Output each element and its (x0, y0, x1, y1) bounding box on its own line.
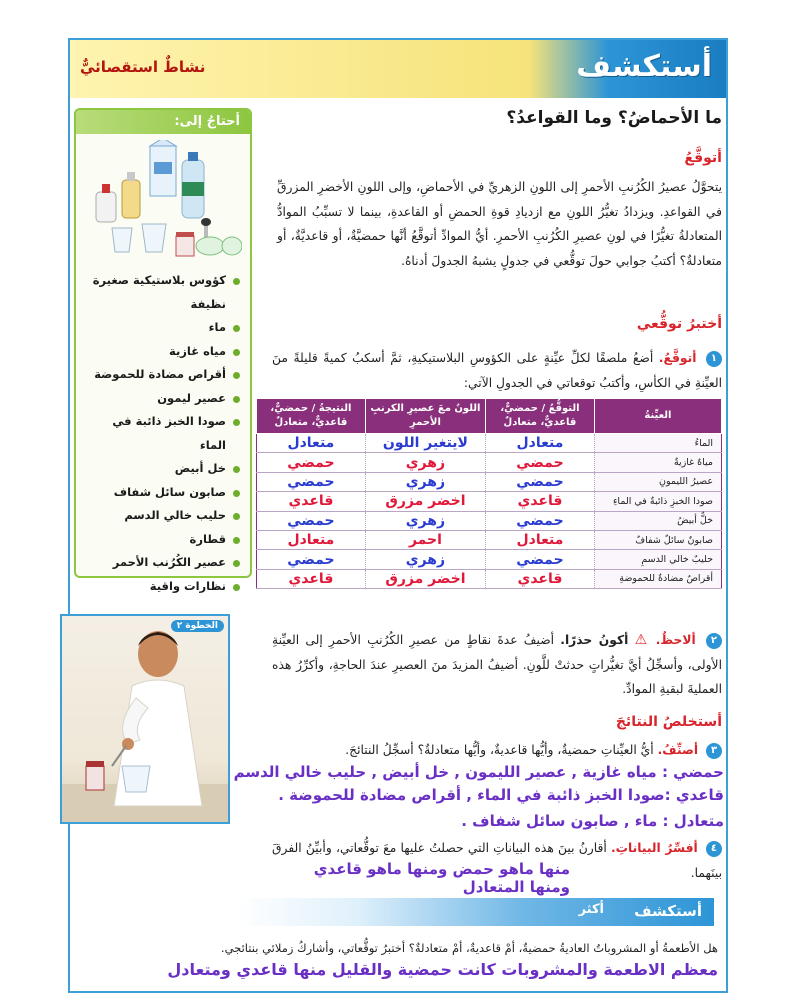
answer-base: قاعدي :صودا الخبز ذائبة في الماء , أقراص مضادة للحموضة . (278, 786, 724, 804)
cell-prediction: قاعدي (486, 569, 595, 588)
step-number-1: ١ (706, 351, 722, 367)
cell-sample: عصيرُ الليمونِ (594, 472, 721, 491)
predict-paragraph: يتحوَّلُ عصيرُ الكُرُنبِ الأحمرِ إلى اللونِ الزهريِّ في الأحماضِ، وإلى اللونِ الأخضرِ المزرقِّ في القواعدِ. ويزدادُ تغيُّرُ اللونِ مع ازديادِ قوةِ الحمضِ أو القاعدةِ، بينما لا تسبِّبُ الموادُّ المتعادلةُ تغيُّرًا في لونِ عصيرِ الكُرُنبِ الأحمرِ. أيُّ الموادِّ أتوقَّعُ أنَّها حمضيَّةٌ، أو قاعديَّةٌ، أو متعادلةٌ؟ أكتبُ جوابي حولَ توقُّعي في جدولٍ يشبهُ الجدولَ أدناهُ. (277, 180, 722, 268)
cell-result: متعادل (257, 434, 366, 453)
cell-sample: صودا الخبزِ ذائبةٌ في الماءِ (594, 492, 721, 511)
activity-tag: نشاطٌ استقصائيٌّ (80, 58, 206, 76)
table-header-sample: العيِّنةُ (594, 399, 721, 434)
supply-item: حليب خالي الدسم (84, 504, 240, 528)
cell-color: زهري (365, 472, 485, 491)
cell-prediction: حمضي (486, 550, 595, 569)
cell-color: اخضر مزرق (365, 492, 485, 511)
cell-result: حمضي (257, 453, 366, 472)
supply-item: صابون سائل شفاف (84, 481, 240, 505)
answer-neutral: متعادل : ماء , صابون سائل شفاف . (461, 812, 724, 830)
cell-sample: مياهٌ غازيةٌ (594, 453, 721, 472)
cell-prediction: متعادل (486, 434, 595, 453)
cell-color: لايتغير اللون (365, 434, 485, 453)
table-row (257, 453, 722, 472)
step2-label: ألاحظُ. (655, 633, 696, 647)
cell-result: قاعدي (257, 569, 366, 588)
table-header-color: اللونُ معَ عصيرِ الكرنبِ الأحمرِ (365, 399, 485, 434)
cell-result: حمضي (257, 511, 366, 530)
supply-item: ماء (84, 316, 240, 340)
cell-color: اخضر مزرق (365, 569, 485, 588)
lesson-banner (70, 40, 726, 98)
step-number-4: ٤ (706, 841, 722, 857)
student-photo (60, 614, 230, 824)
explore-more-question: هل الأطعمةُ أو المشروباتُ العاديةُ حمضيةٌ، أمْ قاعديةٌ، أمْ متعادلةٌ؟ أختبرُ توقُّعاتي، وأشاركُ زملائي بنتائجي. (220, 941, 718, 955)
step-number-3: ٣ (706, 743, 722, 759)
cell-result: قاعدي (257, 492, 366, 511)
cell-color: زهري (365, 550, 485, 569)
supply-item: مياه غازية (84, 340, 240, 364)
table-header-row (257, 399, 722, 434)
supply-item: نظارات واقية (84, 575, 240, 599)
cell-color: زهري (365, 511, 485, 530)
cell-result: حمضي (257, 472, 366, 491)
cell-prediction: قاعدي (486, 492, 595, 511)
banner-title: أستكشف (576, 49, 712, 84)
cell-result: متعادل (257, 530, 366, 549)
cell-color: احمر (365, 530, 485, 549)
predict-heading: أتوقَّعُ (684, 150, 722, 166)
step-number-2: ٢ (706, 633, 722, 649)
cell-result: حمضي (257, 550, 366, 569)
step1-label: أتوقَّعُ. (658, 351, 697, 365)
answer-step4: منها ماهو حمض ومنها ماهو قاعدي ومنها المتعادل (313, 860, 570, 896)
step3-paragraph (272, 738, 722, 763)
supply-item: أقراص مضادة للحموضة (84, 363, 240, 387)
supplies-panel (74, 108, 252, 593)
cell-sample: أقراصٌ مضادةٌ للحموضةِ (594, 569, 721, 588)
results-table (256, 398, 722, 589)
supply-item: صودا الخبز ذائبة في الماء (84, 410, 240, 457)
answer-acid: حمضي : مياه غازية , عصير الليمون , خل أبيض , حليب خالي الدسم (233, 763, 724, 781)
table-row (257, 434, 722, 453)
supplies-illustration (84, 140, 242, 265)
cell-color: زهري (365, 453, 485, 472)
step3-text: أيُّ العيِّناتِ حمضيةٌ، وأيُّها قاعديةٌ، وأيُّها متعادلةٌ؟ أسجِّلُ النتائجَ. (345, 743, 654, 757)
cell-prediction: حمضي (486, 511, 595, 530)
conclude-heading: أستخلصُ النتائجَ (615, 714, 722, 730)
cell-prediction: حمضي (486, 453, 595, 472)
supply-item: عصير الكُرُنب الأحمر (84, 551, 240, 575)
cell-sample: حليبٌ خالي الدسمِ (594, 550, 721, 569)
cell-prediction: متعادل (486, 530, 595, 549)
lab-supplies-icon (82, 140, 242, 265)
supplies-list (76, 265, 250, 598)
student-illustration (62, 616, 228, 822)
test-heading: أختبرُ توقُّعي (636, 316, 722, 332)
explore-more-subtitle: أكثر (578, 902, 604, 917)
explore-more-banner (238, 898, 714, 926)
step3-label: أصنِّفُ. (657, 743, 699, 757)
table-row (257, 550, 722, 569)
step2-paragraph (272, 628, 722, 702)
supply-item: قطارة (84, 528, 240, 552)
question-title: ما الأحماضُ؟ وما القواعدُ؟ (506, 108, 722, 128)
cell-sample: الماءُ (594, 434, 721, 453)
step-badge: الخطوة ٢ (171, 620, 224, 632)
table-row (257, 472, 722, 491)
supply-item: كؤوس بلاستيكية صغيرة نظيفة (84, 269, 240, 316)
table-row (257, 511, 722, 530)
warning-icon: ⚠ (634, 632, 650, 648)
cell-sample: خلٌّ أبيضُ (594, 511, 721, 530)
step4-text: أقارنُ بينَ هذه البياناتِ التي حصلتُ عليها معَ توقُّعاتي، وأبيِّنُ الفرقَ بينَهما. (272, 841, 722, 880)
table-row (257, 569, 722, 588)
step1-paragraph (272, 346, 722, 395)
table-header-result: النتيجةُ / حمضيٌّ، قاعديٌّ، متعادلٌ (257, 399, 366, 434)
step2-caution: أكونُ حذرًا. (560, 633, 629, 647)
supply-item: عصير ليمون (84, 387, 240, 411)
table-row (257, 530, 722, 549)
table-row (257, 492, 722, 511)
explore-more-title: أستكشف (634, 902, 702, 920)
explore-more-answer: معظم الاطعمة والمشروبات كانت حمضية والقليل منها قاعدي ومتعادل (167, 960, 718, 979)
step4-label: أفسِّرُ البياناتِ. (611, 841, 698, 855)
table-header-prediction: التوقُّعُ / حمضيٌّ، قاعديٌّ، متعادلٌ (486, 399, 595, 434)
cell-sample: صابونٌ سائلٌ شفافٌ (594, 530, 721, 549)
supply-item: خل أبيض (84, 457, 240, 481)
cell-prediction: حمضي (486, 472, 595, 491)
step1-text: أضعُ ملصقًا لكلِّ عيِّنةٍ على الكؤوسِ البلاستيكيةِ، ثمَّ أسكبُ كميةً قليلةً منَ العيِّنةِ في الكأسِ، وأكتبُ توقعاتي في الجدولِ الآتي: (272, 351, 722, 390)
step2-text: أضيفُ عدةَ نقاطٍ من عصيرِ الكُرُنبِ الأحمرِ إلى العيِّنةِ الأولى، وأسجِّلُ أيَّ تغيُّراتٍ حدثتْ للَّونِ. أضيفُ المزيدَ منَ العصيرِ عندَ الحاجةِ، وأكرِّرُ هذه العمليةَ لبقيةِ الموادِّ. (272, 633, 722, 696)
supplies-heading: أحتاجُ إلى: (76, 110, 250, 134)
